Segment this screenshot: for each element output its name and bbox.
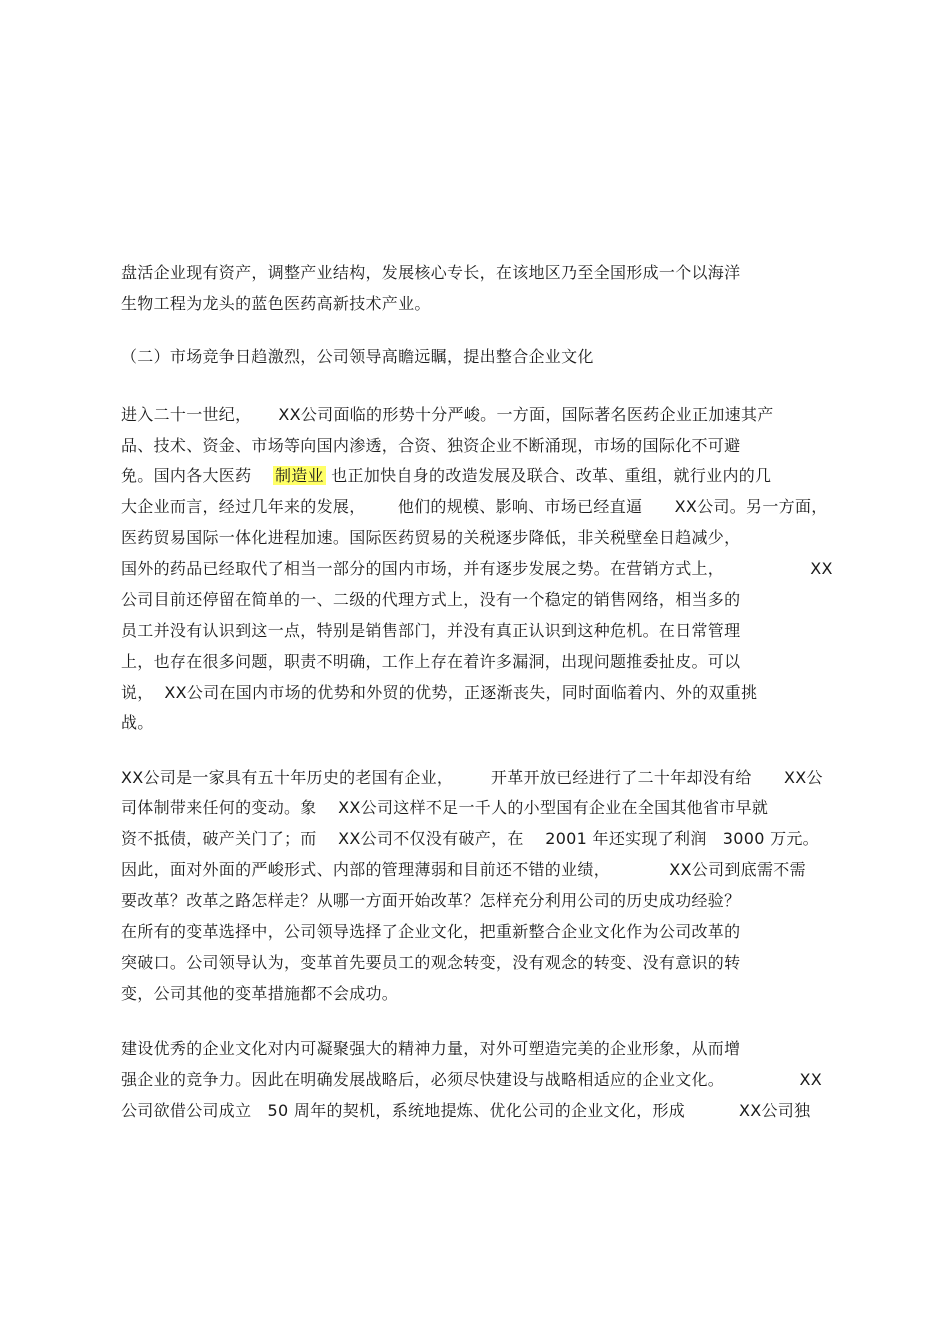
intro-line-1: 盘活企业现有资产，调整产业结构，发展核心专长，在该地区乃至全国形成一个以海洋 [121,263,741,282]
paragraph2-line-5: 要改革？改革之路怎样走？从哪一方面开始改革？怎样充分利用公司的历史成功经验？ [121,891,741,910]
paragraph2-line-8: 变，公司其他的变革措施都不会成功。 [121,984,399,1003]
paragraph1-line-1: 进入二十一世纪， XX公司面临的形势十分严峻。一方面，国际著名医药企业正加速其产 [121,405,774,424]
paragraph1-line-3 [121,466,771,486]
paragraph1-line-5: 医药贸易国际一体化进程加速。国际医药贸易的关税逐步降低，非关税壁垒日趋减少， [121,528,741,547]
section-heading: （二）市场竞争日趋激烈，公司领导高瞻远瞩，提出整合企业文化 [121,347,594,366]
highlighted-term: 制造业 [274,466,324,485]
paragraph3-line-2: 强企业的竞争力。因此在明确发展战略后，必须尽快建设与战略相适应的企业文化。 XX [121,1070,823,1089]
paragraph2-line-2: 司体制带来任何的变动。象 XX公司这样不足一千人的小型国有企业在全国其他省市早就 [121,798,769,817]
paragraph2-line-4: 因此，面对外面的严峻形式、内部的管理薄弱和目前还不错的业绩， XX公司到底需不需 [121,860,806,879]
paragraph1-line-4: 大企业而言，经过几年来的发展， 他们的规模、影响、市场已经直逼 XX公司。另一方面， [121,497,828,516]
paragraph1-line-8: 员工并没有认识到这一点，特别是销售部门，并没有真正认识到这种危机。在日常管理 [121,621,741,640]
paragraph1-line-3-before: 免。国内各大医药 [121,466,273,485]
paragraph1-line-6: 国外的药品已经取代了相当一部分的国内市场，并有逐步发展之势。在营销方式上， XX [121,559,833,578]
paragraph2-line-1: XX公司是一家具有五十年历史的老国有企业， 开革开放已经进行了二十年却没有给 XX公 [121,768,823,787]
paragraph1-line-2: 品、技术、资金、市场等向国内渗透，合资、独资企业不断涌现，市场的国际化不可避 [121,436,741,455]
paragraph2-line-3: 资不抵债，破产关门了；而 XX公司不仅没有破产，在 2001 年还实现了利润 3000 万元。 [121,829,819,848]
intro-line-2: 生物工程为龙头的蓝色医药高新技术产业。 [121,294,431,313]
paragraph1-line-10: 说， XX公司在国内市场的优势和外贸的优势，正逐渐丧失，同时面临着内、外的双重挑 [121,683,758,702]
paragraph2-line-6: 在所有的变革选择中，公司领导选择了企业文化，把重新整合企业文化作为公司改革的 [121,922,741,941]
paragraph1-line-7: 公司目前还停留在简单的一、二级的代理方式上，没有一个稳定的销售网络，相当多的 [121,590,741,609]
paragraph2-line-7: 突破口。公司领导认为，变革首先要员工的观念转变，没有观念的转变、没有意识的转 [121,953,741,972]
paragraph1-line-3-after: 也正加快自身的改造发展及联合、改革、重组，就行业内的几 [325,466,772,485]
paragraph3-line-1: 建设优秀的企业文化对内可凝聚强大的精神力量，对外可塑造完美的企业形象，从而增 [121,1039,741,1058]
paragraph3-line-3: 公司欲借公司成立 50 周年的契机，系统地提炼、优化公司的企业文化，形成 XX公司独 [121,1101,811,1120]
paragraph1-line-11: 战。 [121,713,154,732]
paragraph1-line-9: 上，也存在很多问题，职责不明确，工作上存在着许多漏洞，出现问题推委扯皮。可以 [121,652,741,671]
